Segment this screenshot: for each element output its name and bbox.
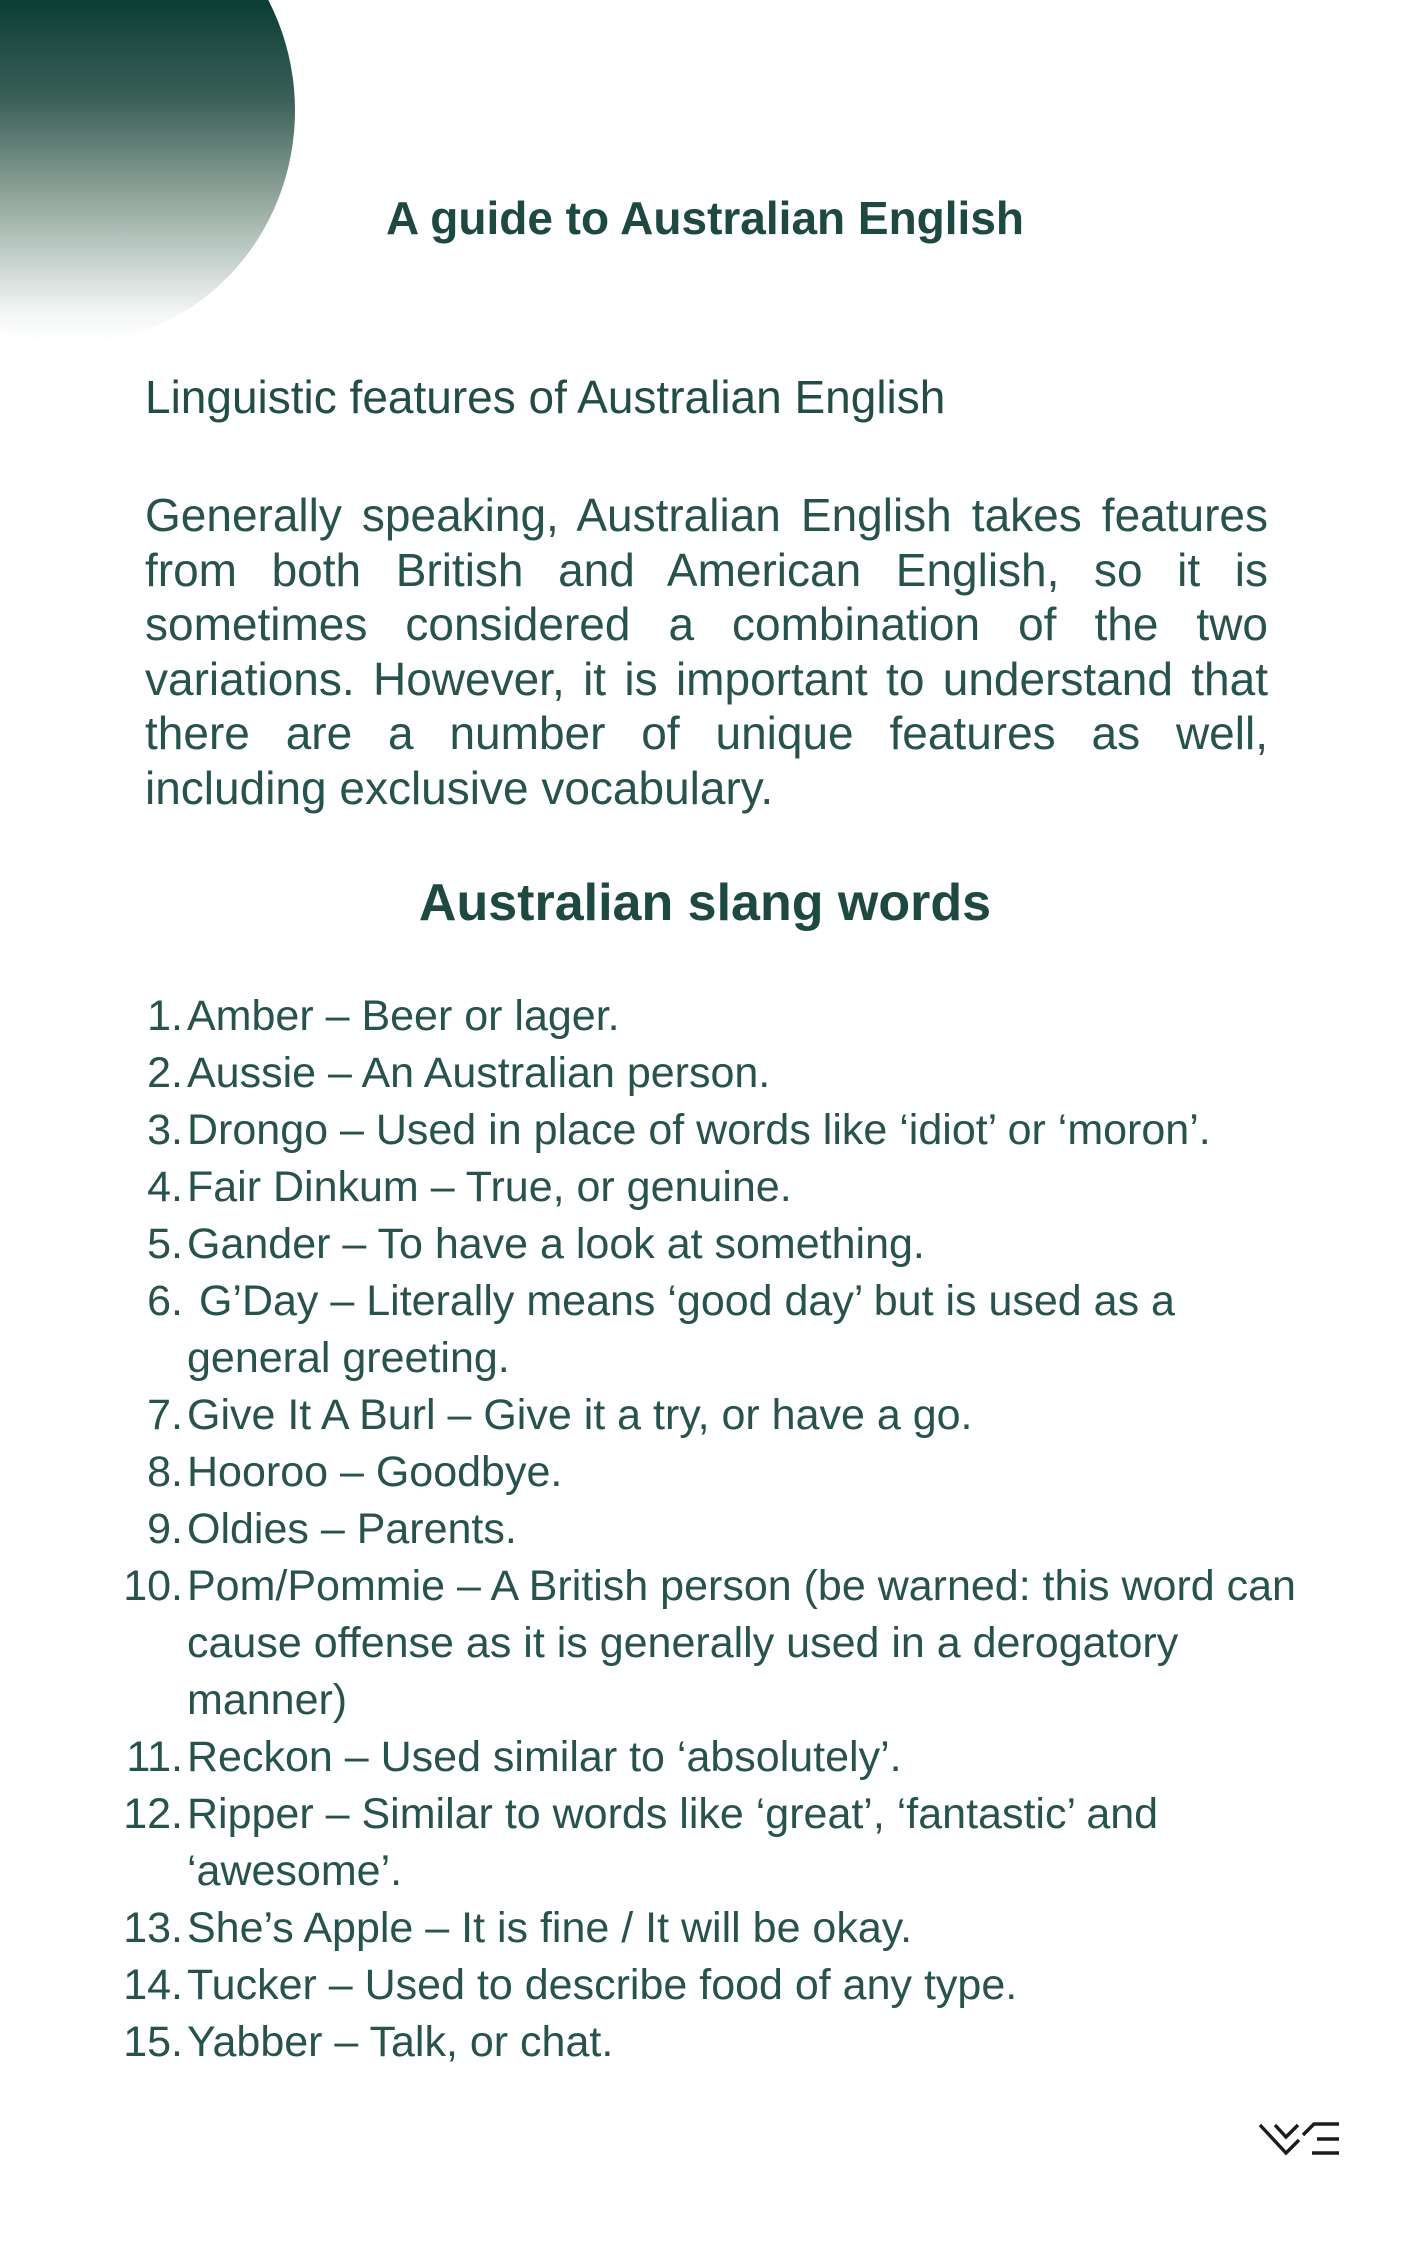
list-item (0, 1957, 1310, 2014)
list-item-text: G’Day – Literally means ‘good day’ but is used as a general greeting. (187, 1277, 1175, 1382)
list-item (0, 1273, 1310, 1387)
intro-heading: Linguistic features of Australian English (145, 371, 946, 423)
list-item-number: 8. (147, 1448, 183, 1496)
list-item-number: 6. (147, 1277, 183, 1325)
corner-gradient-decoration (0, 0, 295, 343)
list-item (0, 1501, 1310, 1558)
list-item-text: She’s Apple – It is fine / It will be okay. (187, 1904, 913, 1952)
list-item-number: 4. (147, 1163, 183, 1211)
list-item (0, 1387, 1310, 1444)
list-item (0, 988, 1310, 1045)
intro-paragraph: Generally speaking, Australian English takes features from both British and American English, so it is sometimes considered a combination of the two variations. However, it is important to understand that there are a number of unique features as well, including exclusive vocabulary. (145, 489, 1268, 814)
list-item-number: 5. (147, 1220, 183, 1268)
list-item (0, 1444, 1310, 1501)
list-item-text: Oldies – Parents. (187, 1505, 517, 1553)
list-item-text: Aussie – An Australian person. (187, 1049, 771, 1097)
list-item-text: Gander – To have a look at something. (187, 1220, 925, 1268)
list-item-number: 14. (123, 1961, 183, 2009)
list-item-number: 9. (147, 1505, 183, 1553)
list-item-text: Drongo – Used in place of words like ‘idiot’ or ‘moron’. (187, 1106, 1211, 1154)
list-item-number: 1. (147, 992, 183, 1040)
list-item-number: 15. (123, 2018, 183, 2066)
list-item (0, 2014, 1310, 2071)
list-item (0, 1558, 1310, 1729)
brand-logo-icon (1257, 2120, 1341, 2158)
list-item-text: Hooroo – Goodbye. (187, 1448, 563, 1496)
list-item-text: Amber – Beer or lager. (187, 992, 620, 1040)
list-item (0, 1786, 1310, 1900)
list-item-text: Yabber – Talk, or chat. (187, 2018, 614, 2066)
slang-list (0, 988, 1310, 2071)
list-item-number: 12. (123, 1790, 183, 1838)
list-item (0, 1729, 1310, 1786)
list-item-text: Reckon – Used similar to ‘absolutely’. (187, 1733, 902, 1781)
list-item-number: 7. (147, 1391, 183, 1439)
list-item-number: 11. (126, 1733, 183, 1781)
list-item-text: Pom/Pommie – A British person (be warned: this word can cause offense as it is generally used in a derogatory manner) (187, 1562, 1296, 1724)
page-title: A guide to Australian English (385, 192, 1025, 244)
list-item-text: Give It A Burl – Give it a try, or have a go. (187, 1391, 973, 1439)
list-item-text: Ripper – Similar to words like ‘great’, ‘fantastic’ and ‘awesome’. (187, 1790, 1159, 1895)
list-item (0, 1216, 1310, 1273)
list-item (0, 1102, 1310, 1159)
list-item (0, 1159, 1310, 1216)
list-item-number: 10. (123, 1562, 183, 1610)
list-item-text: Tucker – Used to describe food of any type. (187, 1961, 1018, 2009)
list-item-number: 3. (147, 1106, 183, 1154)
list-item-number: 13. (123, 1904, 183, 1952)
list-item (0, 1900, 1310, 1957)
list-item (0, 1045, 1310, 1102)
list-item-text: Fair Dinkum – True, or genuine. (187, 1163, 792, 1211)
list-item-number: 2. (147, 1049, 183, 1097)
slang-heading: Australian slang words (418, 874, 992, 932)
